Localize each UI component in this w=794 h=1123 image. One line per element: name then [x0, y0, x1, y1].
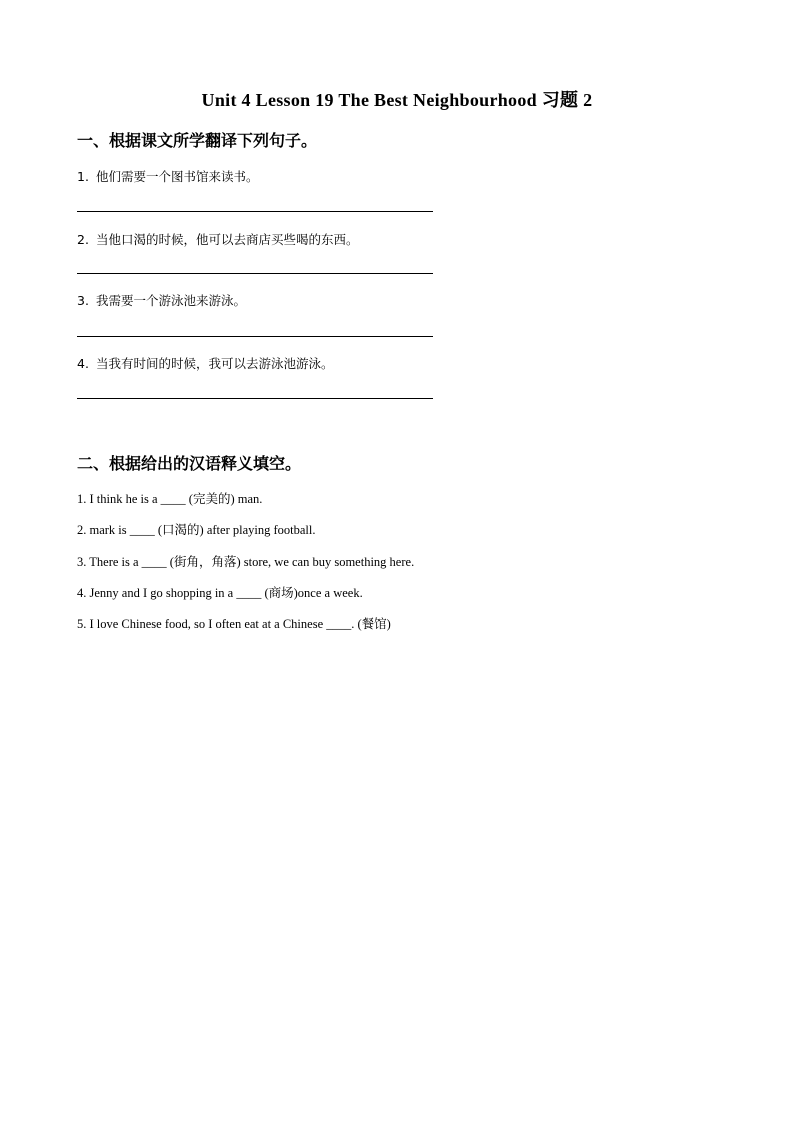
translation-question-3 — [77, 291, 246, 309]
question-text: 当他口渴的时候，他可以去商店买些喝的东西。 — [96, 232, 359, 247]
fill-blank-item-5: 5. I love Chinese food, so I often eat at a Chinese ____. (餐馆) — [77, 617, 391, 631]
translation-question-4 — [77, 354, 334, 372]
section-1-heading: 一、根据课文所学翻译下列句子。 — [77, 131, 318, 150]
translation-question-2 — [77, 230, 359, 248]
fill-blank-item-1: 1. I think he is a ____ (完美的) man. — [77, 492, 263, 506]
fill-blank-item-2: 2. mark is ____ (口渴的) after playing football. — [77, 523, 316, 537]
fill-blank-item-4: 4. Jenny and I go shopping in a ____ (商场)once a week. — [77, 586, 363, 600]
question-number: 3. — [77, 293, 89, 308]
answer-line-3[interactable] — [77, 336, 433, 337]
question-text: 当我有时间的时候，我可以去游泳池游泳。 — [96, 356, 334, 371]
page-title: Unit 4 Lesson 19 The Best Neighbourhood 习题 2 — [201, 90, 593, 110]
question-number: 1. — [77, 169, 89, 184]
answer-line-4[interactable] — [77, 398, 433, 399]
question-text: 他们需要一个图书馆来读书。 — [96, 169, 259, 184]
answer-line-2[interactable] — [77, 273, 433, 274]
answer-line-1[interactable] — [77, 211, 433, 212]
fill-blank-item-3: 3. There is a ____ (街角，角落) store, we can buy something here. — [77, 555, 415, 569]
question-number: 4. — [77, 356, 89, 371]
section-2-heading: 二、根据给出的汉语释义填空。 — [77, 454, 302, 473]
translation-question-1 — [77, 167, 259, 185]
question-number: 2. — [77, 232, 89, 247]
question-text: 我需要一个游泳池来游泳。 — [96, 293, 247, 308]
